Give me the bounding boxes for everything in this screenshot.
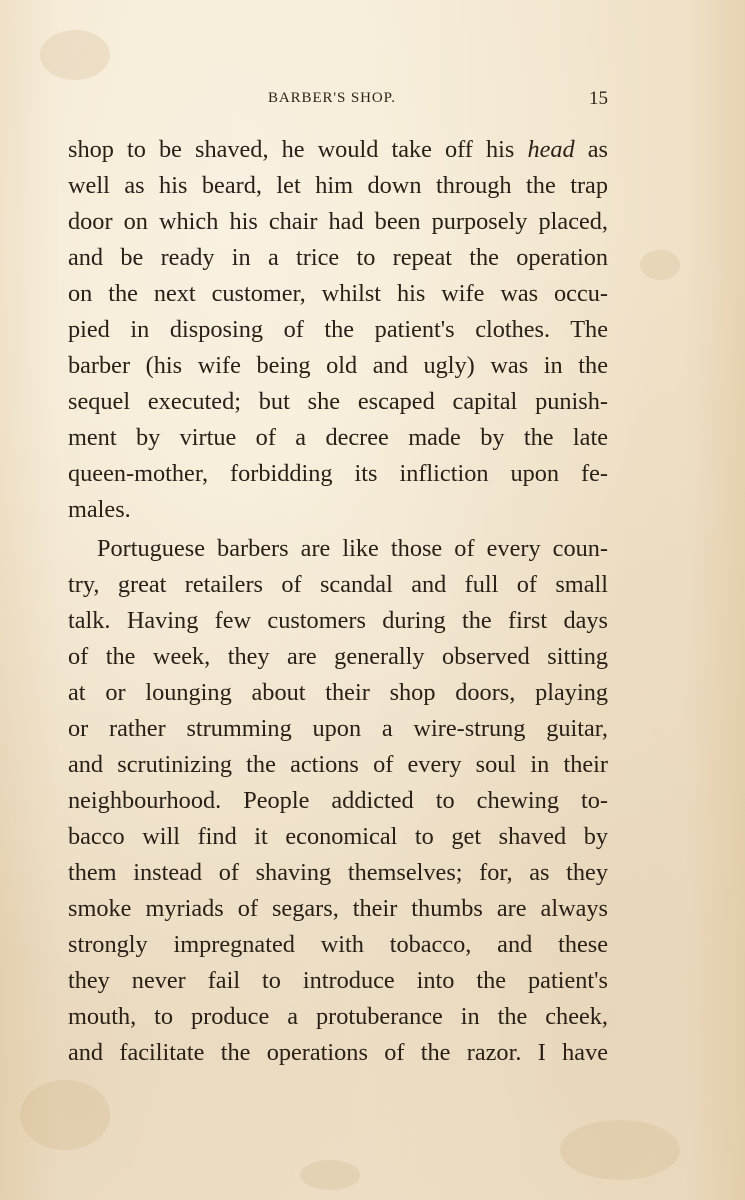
- foxing-stain: [640, 250, 680, 280]
- line-1-tail: as: [587, 136, 609, 163]
- text-line-24: they never fail to introduce into the patient's: [68, 967, 608, 994]
- text-line-4: and be ready in a trice to repeat the operation: [68, 244, 608, 271]
- text-line-2: well as his beard, let him down through the trap: [68, 172, 608, 199]
- text-line-17: or rather strumming upon a wire-strung guitar,: [68, 715, 608, 742]
- text-line-10: queen-mother, forbidding its infliction upon fe-: [68, 460, 608, 487]
- text-line-7: barber (his wife being old and ugly) was in the: [68, 352, 608, 379]
- text-line-14: talk. Having few customers during the first days: [68, 607, 608, 634]
- text-line-25: mouth, to produce a protuberance in the cheek,: [68, 1003, 608, 1030]
- text-line-13: try, great retailers of scandal and full of small: [68, 571, 608, 598]
- text-line-21: them instead of shaving themselves; for, as they: [68, 859, 608, 886]
- text-line-8: sequel executed; but she escaped capital punish-: [68, 388, 608, 415]
- text-line-3: door on which his chair had been purposely placed,: [68, 208, 608, 235]
- text-line-12: Portuguese barbers are like those of every coun-: [97, 535, 608, 562]
- foxing-stain: [300, 1160, 360, 1190]
- text-line-15: of the week, they are generally observed sitting: [68, 643, 608, 670]
- text-line-9: ment by virtue of a decree made by the late: [68, 424, 608, 451]
- page-number: 15: [589, 88, 608, 109]
- text-line-20: bacco will find it economical to get shaved by: [68, 823, 608, 850]
- text-line-11: males.: [68, 496, 131, 523]
- foxing-stain: [20, 1080, 110, 1150]
- italic-word: head: [527, 136, 575, 163]
- text-line-1: [68, 132, 608, 168]
- text-line-26: and facilitate the operations of the razor. I have: [68, 1039, 608, 1066]
- text-line-22: smoke myriads of segars, their thumbs are always: [68, 895, 608, 922]
- foxing-stain: [40, 30, 110, 80]
- foxing-stain: [560, 1120, 680, 1180]
- text-line-19: neighbourhood. People addicted to chewing to-: [68, 787, 608, 814]
- text-line-5: on the next customer, whilst his wife was occu-: [68, 280, 608, 307]
- text-line-18: and scrutinizing the actions of every soul in their: [68, 751, 608, 778]
- running-head: [268, 88, 608, 112]
- text-line-23: strongly impregnated with tobacco, and these: [68, 931, 608, 958]
- running-title: BARBER'S SHOP.: [268, 90, 396, 106]
- text-line-16: at or lounging about their shop doors, playing: [68, 679, 608, 706]
- line-1-text: shop to be shaved, he would take off his: [68, 136, 515, 163]
- text-line-6: pied in disposing of the patient's clothes. The: [68, 316, 608, 343]
